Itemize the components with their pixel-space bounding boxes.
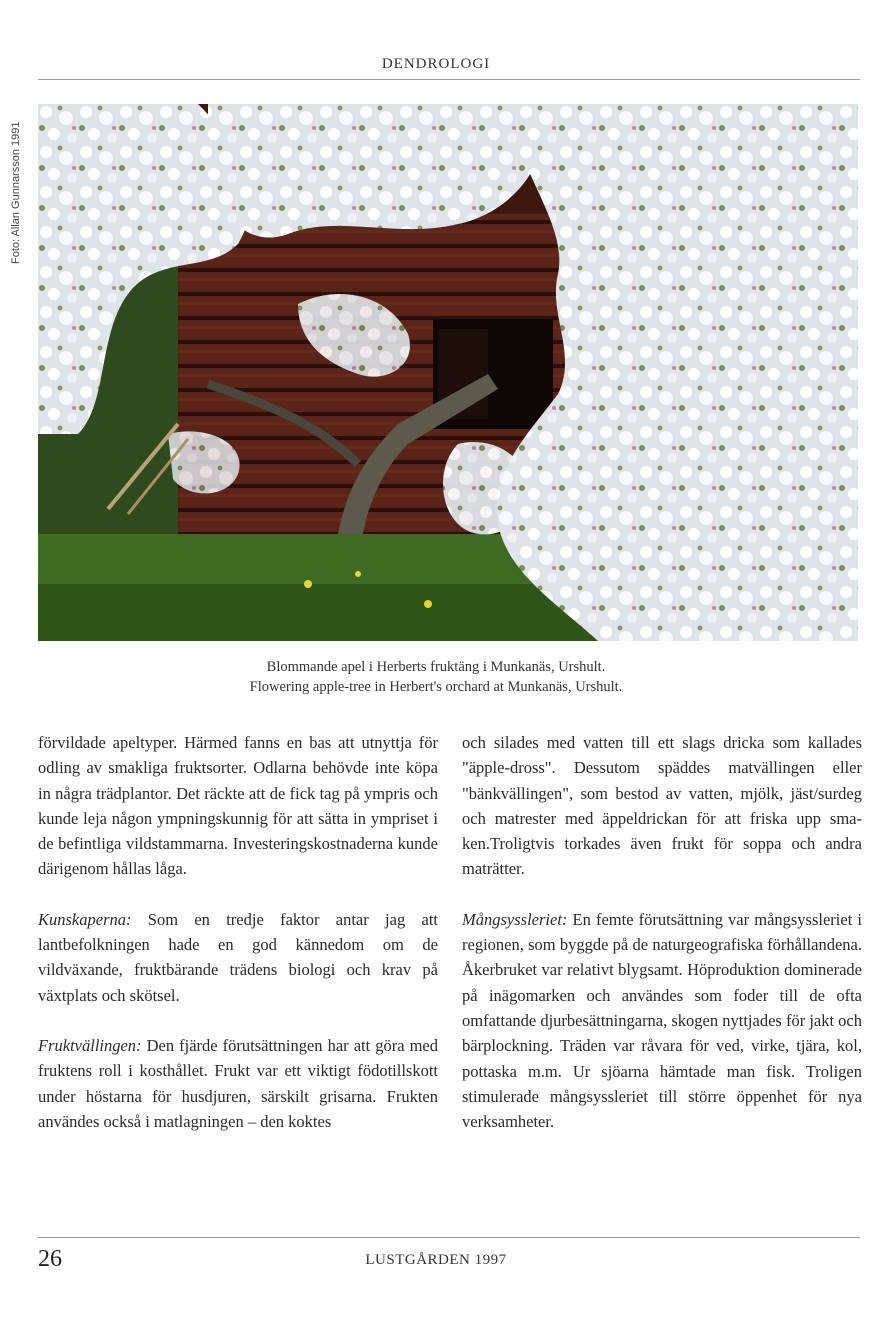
paragraph-lead: Fruktvällingen: — [38, 1035, 142, 1055]
running-footer: LUSTGÅRDEN 1997 — [365, 1252, 507, 1268]
paragraph-lead: Kunskaperna: — [38, 909, 132, 929]
page-number: 26 — [38, 1246, 62, 1272]
photo-credit: Foto: Allan Gunnarsson 1991 — [10, 121, 22, 264]
running-header: DENDROLOGI — [381, 56, 491, 72]
paragraph: förvildade apeltyper. Härmed fanns en bas att utnyttja för odling av smakliga fruktsorter. Odlarna behövde inte köpa in några trädplantor. Det räckte att de fick tag på ympris och kunde leja någon ympningskunnig för att sätta in ympriset i de befintliga vildstammarna. Investeringskostnaderna kunde därigenom hållas låga. — [38, 733, 438, 879]
paragraph-body: Den fjärde förutsättningen har att göra med fruktens roll i kosthållet. Frukt var ett viktigt födotillskott under höstarna för husdjuren, särskilt grisarna. Frukten användes också i matlagningen – den koktes — [38, 1035, 438, 1131]
footer-rule — [38, 1237, 860, 1238]
paragraph-lead: Mångsyssleriet: — [462, 909, 568, 929]
paragraph-body: En femte förutsättning var mångsyssleriet i regionen, som byggde på de naturgeografiska förhållandena. Åkerbruket var relativt blygsamt. Höproduktion dominerade på inägomarken och användes som foder till de ofta omfattande djurbesättningarna, skogen nyttjades för jakt och bärplockning. Träden var råvara för ved, virke, tjära, kol, pottaska m.m. Ur sjöarna hämtade man fisk. Troligen stimulerade mångsyssleriet till större öppenhet för nya verksamheter. — [462, 909, 863, 1132]
paragraph — [38, 907, 438, 1008]
header-rule — [38, 79, 860, 80]
paragraph — [38, 1033, 438, 1134]
apple-tree-illustration — [38, 104, 858, 641]
paragraph — [462, 907, 862, 1135]
apple-tree-photo — [38, 104, 858, 641]
caption-swedish: Blommande apel i Herberts fruktäng i Munkanäs, Urshult. — [266, 659, 606, 675]
right-column — [462, 730, 862, 1134]
paragraph-body: Som en tredje faktor antar jag att lantbefolkningen hade en god kännedom om de vildväxande, fruktbärande trädens biologi och krav på växtplats och skötsel. — [38, 909, 438, 1005]
caption-english: Flowering apple-tree in Herbert's orchard at Munkanäs, Urshult. — [249, 679, 623, 695]
paragraph: och silades med vatten till ett slags dricka som kallades "äpple-dross". Dessutom späddes matvällingen eller "bänkvällingen", som bestod av vatten, mjölk, jäst/surdeg och matrester med äppeldrickan för att friska upp smaken.Troligtvis torkades även frukt för soppa och andra maträtter. — [462, 733, 862, 879]
left-column — [38, 730, 438, 1134]
